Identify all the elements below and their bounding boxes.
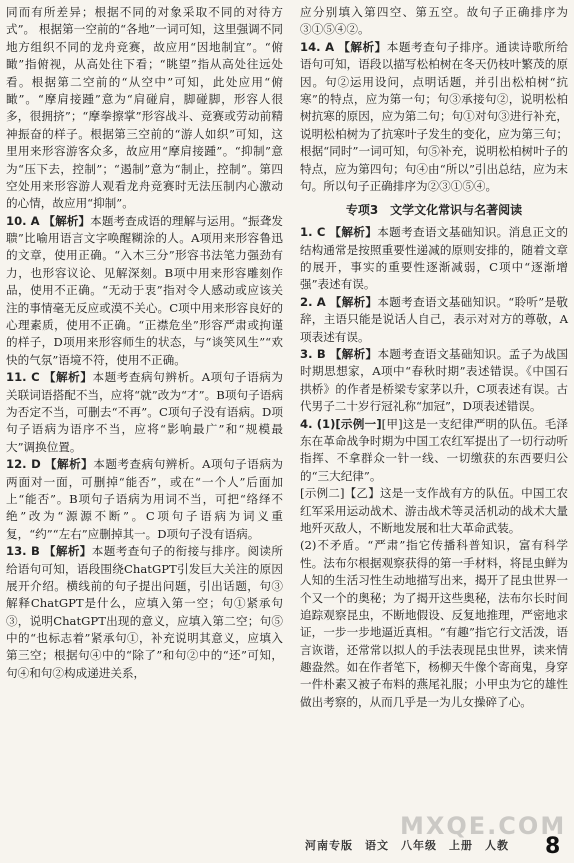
analysis-tag: 【解析】 bbox=[329, 294, 378, 309]
item-number: 4. (1) bbox=[300, 416, 336, 431]
page-footer bbox=[0, 830, 574, 860]
paragraph: 同而有所差异；根据不同的对象采取不同的对待方式”。 根据第一空前的“各地”一词可知，这里强调不同地方组织不同的龙舟竞赛，故应用“因地制宜”。“俯瞰”指俯视，从高处往下看；“眺望”指从高处往远处看。根据第二空前的“从空中”可知，此处应用“俯瞰”。“摩肩接踵”意为“肩碰肩，脚碰脚，形容人很多，很拥挤”；“摩拳擦掌”形容战斗、竞赛或劳动前精神振奋的样子。根据第三空前的“游人如织”可知，这里用来形容游客众多，故应用“摩肩接踵”。“抑制”意为“压下去，控制”；“遏制”意为“制止，控制”。第四空处用来形容游人观看龙舟竞赛时无法压制内心激动的心情，故应用“抑制”。 bbox=[6, 5, 283, 211]
analysis-tag: 【解析】 bbox=[329, 225, 378, 240]
item-text: 本题考查病句辨析。A项句子语病为两面对一面，可删掉“能否”，或在“一个人”后面加上“能否”。B项句子语病为用词不当，可把“络绎不绝”改为“源源不断”。C项句子语病为词义重复，“约”“左右”应删掉其一。D项句子没有语病。 bbox=[6, 457, 284, 541]
item-text: [甲]这是一支纪律严明的队伍。毛泽东在革命战争时期为中国工农红军提出了一切行动听指挥、不拿群众一针一线、一切缴获的东西要归公的“三大纪律”。 bbox=[300, 416, 568, 483]
example-tag: [示例一] bbox=[335, 416, 382, 431]
item-number: 10. A bbox=[6, 213, 40, 228]
item-text: 本题考查句子的衔接与排序。阅读所给语句可知，语段围绕ChatGPT引发巨大关注的原因展开介绍。横线前的句子提出问题，引出话题，句③解释ChatGPT是什么，应填入第一空；句①紧承句③，说明ChatGPT出现的意义，应填入第二空；句⑤中的“也标志着”紧承句①，补充说明其意义，应填入第三空；根据句④中的“除了”和句②中的“还”可知，句④和句②构成递进关系， bbox=[6, 544, 283, 680]
item-text: 本题考查病句辨析。A项句子语病为关联词语搭配不当，应将“就”改为“才”。B项句子语病为否定不当，可删去“不再”。C项句子没有语病。D项句子语病为语序不当，应将“影响最广”和“规模最大”调换位置。 bbox=[6, 370, 283, 454]
right-column bbox=[300, 4, 568, 711]
item-text: 本题考查语文基础知识。“聆听”是敬辞，主语只能是说话人自己，表示对对方的尊敬，A项表述有误。 bbox=[300, 294, 569, 344]
analysis-tag: 【解析】 bbox=[44, 457, 94, 472]
analysis-tag: 【解析】 bbox=[43, 213, 91, 228]
answer-item-11 bbox=[6, 369, 283, 456]
item-number: 13. B bbox=[6, 544, 40, 559]
paragraph: 应分别填入第四空、第五空。故句子正确排序为③①⑤④②。 bbox=[300, 5, 568, 37]
answer-item-1 bbox=[300, 224, 568, 294]
page-number: 8 bbox=[545, 834, 561, 859]
item-number: 12. D bbox=[6, 457, 41, 472]
answer-item-2 bbox=[300, 294, 568, 346]
item-number: 3. B bbox=[300, 347, 326, 362]
item-number: 11. C bbox=[6, 370, 40, 385]
footer-label: 河南专版 语文 八年级 上册 人教 bbox=[305, 839, 509, 852]
answer-item-10 bbox=[6, 213, 283, 370]
item-text: 本题考查成语的理解与运用。“振聋发聩”比喻用语言文字唤醒糊涂的人。A项用来形容鲁迅的文章，使用正确。“入木三分”形容书法笔力强劲有力，也形容议论、见解深刻。B项中用来形容雕刻作品，使用不正确。“无动于衷”指对令人感动或应该关注的事情毫无反应或漠不关心。C项中用来形容良好的心理素质，使用不正确。“正襟危坐”形容严肃或拘谨的样子，D项用来形容师生的状态，与“谈笑风生”“欢快的气氛”语境不符，使用不正确。 bbox=[6, 213, 283, 367]
item-text: 本题考查语文基础知识。孟子为战国时期思想家，A项中“春秋时期”表述错误。《中国石拱桥》的作者是桥梁专家茅以升，C项表述有误。古代男子二十岁行冠礼称“加冠”，D项表述错误。 bbox=[300, 347, 568, 414]
paragraph: [示例二]【乙】这是一支作战有方的队伍。中国工农红军采用运动战术、游击战术等灵活机动的战术大量地歼灭敌人，不断地发展和壮大革命武装。 bbox=[300, 486, 568, 535]
item-number: 1. C bbox=[300, 225, 326, 240]
watermark: MXQE.COM bbox=[400, 812, 567, 840]
item-number: 2. A bbox=[300, 294, 326, 309]
answer-item-3 bbox=[300, 346, 568, 416]
item-number: 14. A bbox=[300, 39, 335, 54]
analysis-tag: 【解析】 bbox=[43, 544, 92, 559]
paragraph: (2)不矛盾。“严肃”指它传播科普知识，富有科学性。法布尔根据观察获得的第一手材料，将昆虫鲜为人知的生活习性生动地描写出来，揭开了昆虫世界一个又一个的奥秘；为了揭开这些奥秘，法布尔长时间追踪观察昆虫，不断地假设、反复地推理，严密地求证，一步一步地逼近真相。“有趣”指它行文活泼，语言诙谐，还常常以拟人的手法表现昆虫世界，读来情趣盎然。如在作者笔下，杨柳天牛像个寄商鬼，身穿一件朴素又被子布料的燕尾礼服；小甲虫为它的雄性做出考察的，从而几乎是一为儿女操碎了心。 bbox=[300, 538, 568, 709]
section-heading: 专项3 文学文化常识与名著阅读 bbox=[345, 203, 523, 218]
answer-item-4 bbox=[300, 416, 568, 486]
answer-item-12 bbox=[6, 456, 283, 543]
analysis-tag: 【解析】 bbox=[338, 39, 387, 54]
answer-item-14 bbox=[300, 39, 568, 196]
left-column bbox=[6, 4, 283, 682]
answer-item-13 bbox=[6, 543, 283, 682]
item-text: 本题考查语文基础知识。消息正文的结构通常是按照重要性递减的原则安排的，随着文章的展开，事实的重要性逐渐减弱，C项中“逐渐增强”表述有误。 bbox=[300, 225, 568, 292]
item-text: 本题考查句子排序。通读诗歌所给语句可知，语段以描写松柏树在冬天仍枝叶繁茂的原因。句②运用设问，点明话题，并引出松柏树“抗寒”的特点，应为第一句；句③承接句②，说明松柏树抗寒的原因，应为第二句；句①对句③进行补充，说明松柏树为了抗寒叶子发生的变化，应为第三句；根据“同时”一词可知，句⑤补充，说明松柏树叶子的特点，应为第四句；句④由“所以”引出总结，应为末句。所以句子正确排序为②③①⑤④。 bbox=[300, 39, 568, 193]
analysis-tag: 【解析】 bbox=[329, 347, 378, 362]
analysis-tag: 【解析】 bbox=[43, 370, 93, 385]
